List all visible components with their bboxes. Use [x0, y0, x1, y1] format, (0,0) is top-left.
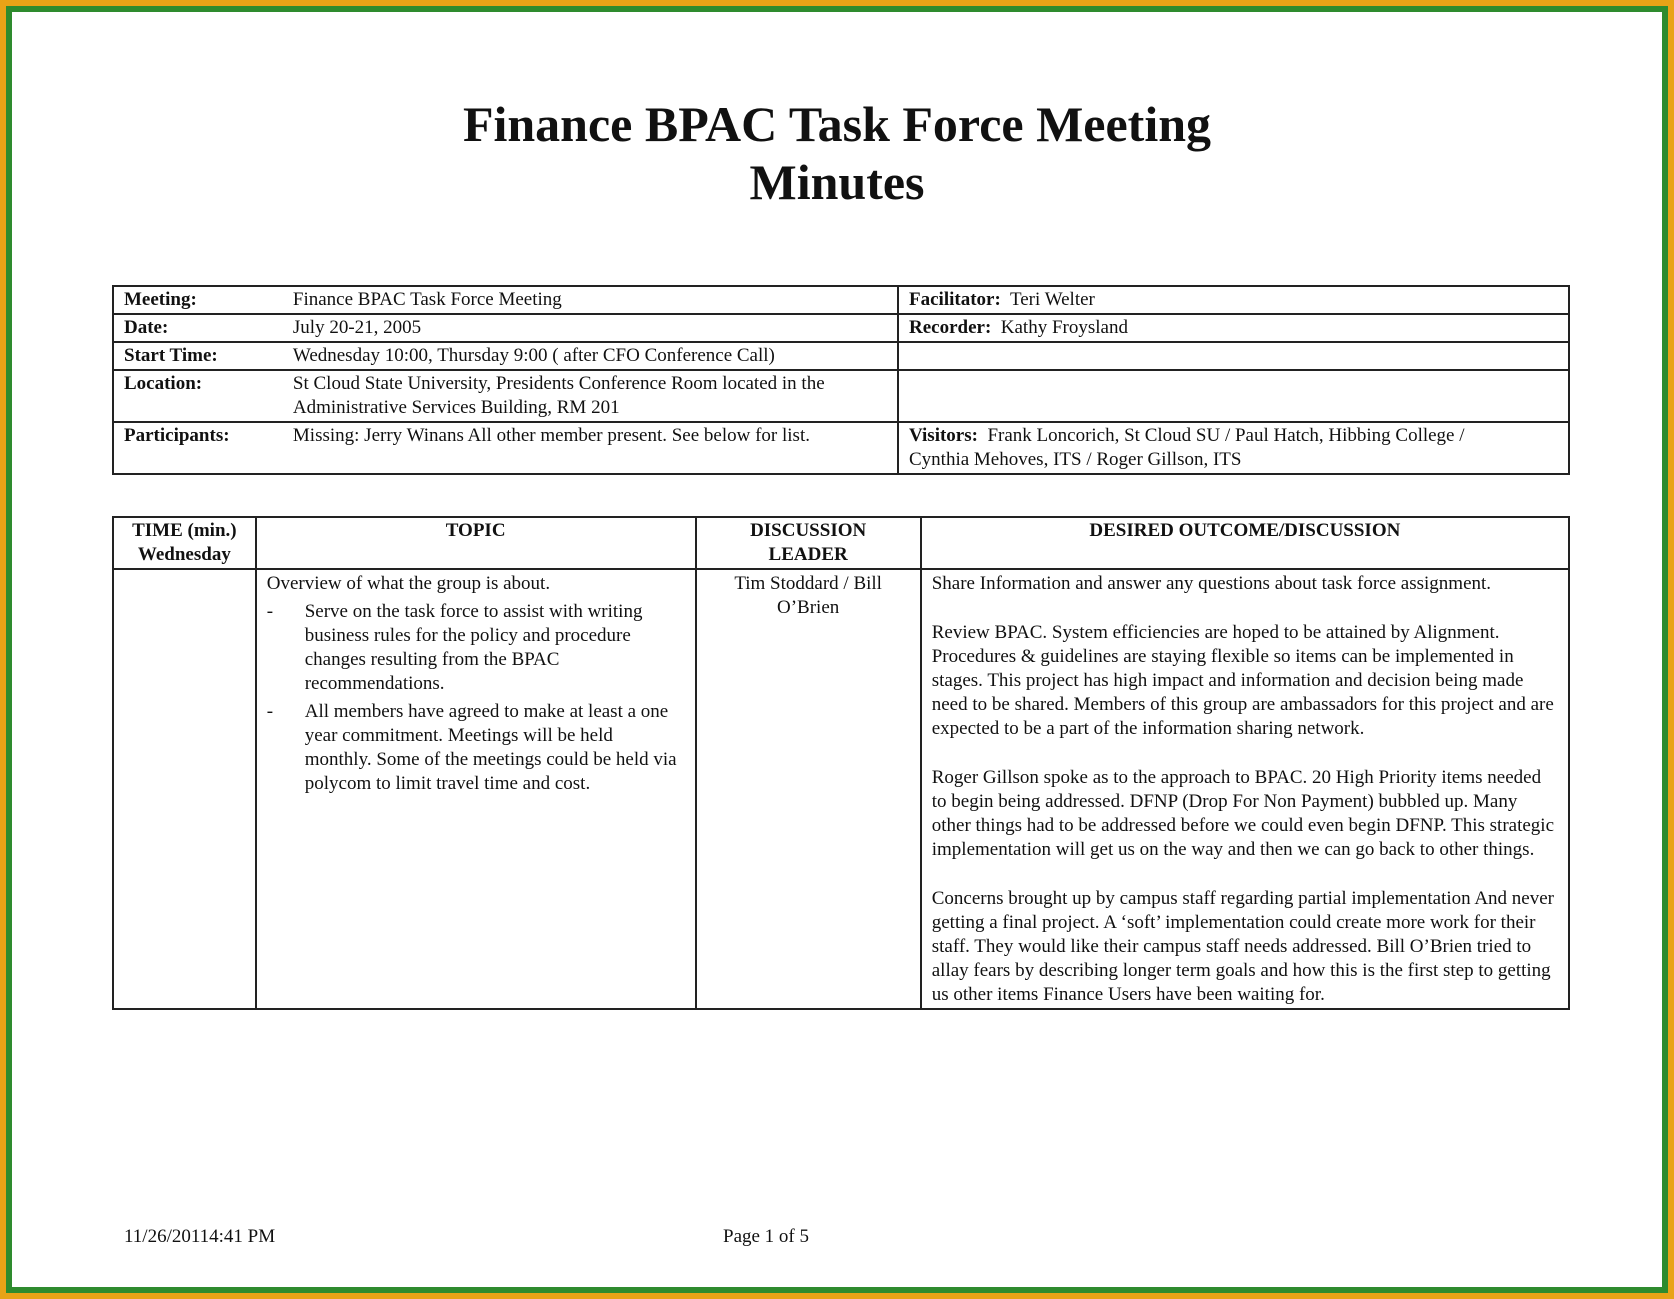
- meeting-info-table: [112, 285, 1570, 475]
- footer-page-number: Page 1 of 5: [723, 1226, 810, 1247]
- agenda-table: [112, 516, 1570, 1010]
- title-line-2: Minutes: [749, 154, 925, 210]
- leader-cell: Tim Stoddard / Bill O’Brien: [696, 569, 921, 1009]
- topic-header: TOPIC: [256, 517, 696, 569]
- location-line-1: St Cloud State University, Presidents Conference Room located in the: [292, 373, 825, 394]
- leader-header: [696, 517, 921, 569]
- location-row: [113, 370, 1569, 422]
- outcome-paragraph: Review BPAC. System efficiencies are hoped to be attained by Alignment. Procedures & guidelines are staying flexible so items can be implemented in stages. This project has high impact and information and decision being made need to be shared. Members of this group are ambassadors for this project and are expected to be a part of the information sharing network.: [931, 622, 1554, 739]
- empty-cell: [898, 342, 1569, 370]
- outcome-paragraph: Concerns brought up by campus staff regarding partial implementation And never getting a final project. A ‘soft’ implementation could create more work for their staff. They would like their campus staff needs addressed. Bill O’Brien tried to allay fears by describing longer term goals and how this is the first step to getting us other items Finance Users have been waiting for.: [931, 888, 1555, 1005]
- meeting-row: [113, 286, 1569, 314]
- recorder-value: Kathy Froysland: [1000, 317, 1128, 338]
- outcome-paragraph: Roger Gillson spoke as to the approach to BPAC. 20 High Priority items needed to begin being addressed. DFNP (Drop For Non Payment) bubbled up. Many other things had to be addressed before we could even begin DFNP. This strategic implementation will get us on the way and then we can go back to other things.: [931, 767, 1555, 860]
- facilitator-label: Facilitator:: [909, 289, 1001, 310]
- start-time-row: [113, 342, 1569, 370]
- time-header-line-2: Wednesday: [137, 544, 231, 565]
- bullet-marker: -: [266, 601, 274, 622]
- facilitator-value: Teri Welter: [1009, 289, 1095, 310]
- table-row: [113, 569, 1569, 1009]
- document-title: [0, 95, 1674, 211]
- location-label: Location:: [113, 370, 283, 422]
- date-value: July 20-21, 2005: [283, 314, 898, 342]
- bullet-text: All members have agreed to make at least a one year commitment. Meetings will be held monthly. Some of the meetings could be held via polycom to limit travel time and cost.: [304, 701, 677, 794]
- meeting-label: Meeting:: [113, 286, 283, 314]
- leader-header-line-1: DISCUSSION: [750, 520, 867, 541]
- outcome-header: DESIRED OUTCOME/DISCUSSION: [921, 517, 1569, 569]
- bullet-marker: -: [266, 701, 274, 722]
- topic-intro: Overview of what the group is about.: [266, 573, 551, 594]
- time-header: [113, 517, 256, 569]
- start-time-value: Wednesday 10:00, Thursday 9:00 ( after CFO Conference Call): [283, 342, 898, 370]
- visitors-label: Visitors:: [909, 425, 978, 446]
- date-row: [113, 314, 1569, 342]
- list-item: [267, 700, 685, 796]
- location-line-2: Administrative Services Building, RM 201: [292, 397, 620, 418]
- footer-datetime: 11/26/20114:41 PM: [124, 1226, 276, 1247]
- meeting-value: Finance BPAC Task Force Meeting: [283, 286, 898, 314]
- facilitator-cell: [898, 286, 1569, 314]
- time-cell: [113, 569, 256, 1009]
- visitors-line-1: [909, 424, 1558, 448]
- visitors-value-line-2: Cynthia Mehoves, ITS / Roger Gillson, ITS: [909, 449, 1242, 470]
- title-line-1: Finance BPAC Task Force Meeting: [462, 96, 1212, 152]
- outcome-paragraph: Share Information and answer any questions about task force assignment.: [931, 573, 1492, 594]
- location-value: [283, 370, 898, 422]
- time-header-line-1: TIME (min.): [132, 520, 237, 541]
- visitors-value-line-1: Frank Loncorich, St Cloud SU / Paul Hatch, Hibbing College /: [987, 425, 1465, 446]
- participants-label: Participants:: [113, 422, 283, 474]
- topic-cell: [256, 569, 696, 1009]
- leader-header-line-2: LEADER: [768, 544, 848, 565]
- start-time-label: Start Time:: [113, 342, 283, 370]
- recorder-cell: [898, 314, 1569, 342]
- participants-row: [113, 422, 1569, 474]
- list-item: [267, 600, 685, 696]
- date-label: Date:: [113, 314, 283, 342]
- bullet-text: Serve on the task force to assist with writing business rules for the policy and procedure changes resulting from the BPAC recommendations.: [304, 601, 643, 694]
- empty-cell: [898, 370, 1569, 422]
- outcome-cell: [921, 569, 1569, 1009]
- recorder-label: Recorder:: [909, 317, 992, 338]
- agenda-header-row: [113, 517, 1569, 569]
- participants-value: Missing: Jerry Winans All other member present. See below for list.: [283, 422, 898, 474]
- visitors-cell: [898, 422, 1569, 474]
